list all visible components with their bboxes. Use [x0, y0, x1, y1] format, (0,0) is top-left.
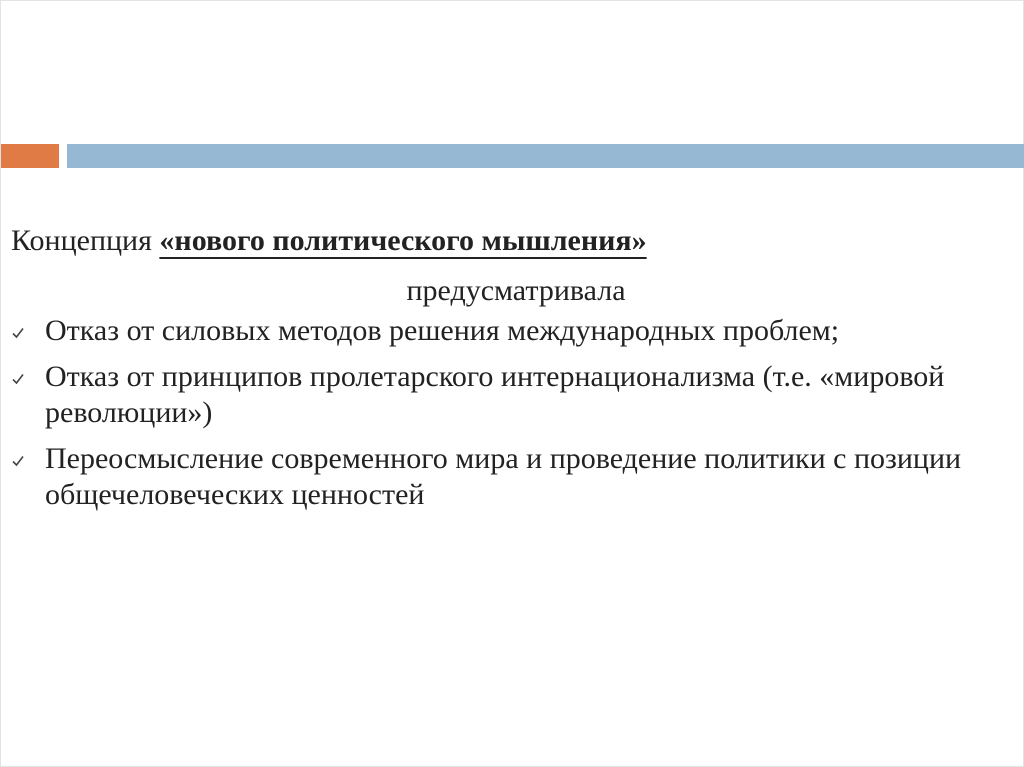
- list-item: [11, 441, 1001, 513]
- list-item-text: Переосмысление современного мира и проведение политики с позиции общечеловеческих ценностей: [45, 442, 962, 511]
- bullet-list: [11, 313, 1001, 513]
- list-item-text: Отказ от принципов пролетарского интернационализма (т.е. «мировой революции»): [45, 360, 945, 429]
- list-item-text: Отказ от силовых методов решения международных проблем;: [45, 314, 840, 347]
- heading-emphasis: «нового политического мышления»: [159, 224, 647, 257]
- accent-bar-blue: [67, 144, 1024, 168]
- checkmark-icon: [11, 372, 25, 386]
- list-item: [11, 313, 1001, 349]
- heading-prefix: Концепция: [11, 224, 160, 257]
- slide-content: [11, 219, 1001, 523]
- checkmark-icon: [11, 326, 25, 340]
- slide-heading: [11, 219, 1001, 263]
- list-item: [11, 359, 1001, 431]
- heading-continuation: предусматривала: [406, 274, 626, 307]
- accent-bar-orange: [1, 144, 59, 168]
- checkmark-icon: [11, 454, 25, 468]
